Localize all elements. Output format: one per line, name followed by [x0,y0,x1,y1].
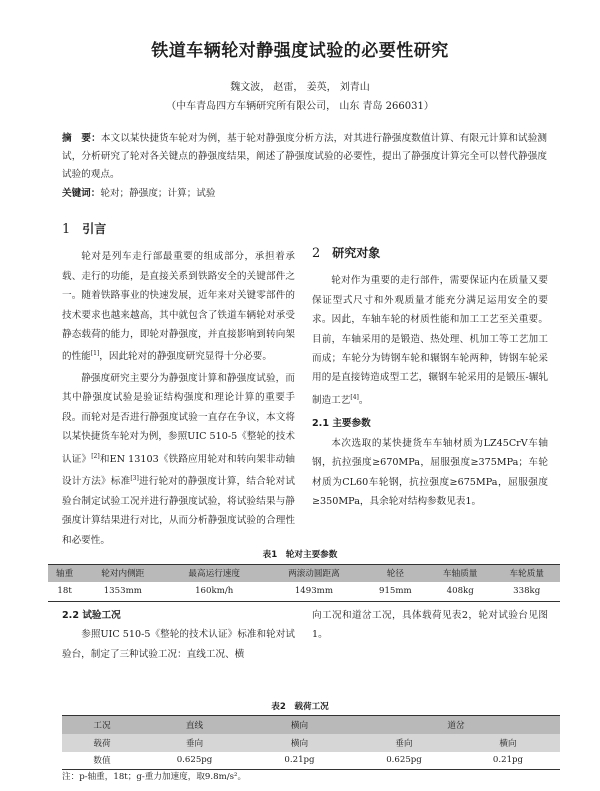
table2-cell: 0.625pg [386,755,422,766]
keywords-label: 关键词： [62,188,101,199]
table1-cell: 18t [48,582,81,602]
table2-cell: 横向 [499,738,517,749]
section1-paragraph2: 静强度研究主要分为静强度计算和静强度试验，而其中静强度试验是验证结构强度和理论计算的重要手段。而轮对是否进行静强度试验一直存在争议，本文将以某快捷货车轮对为例，参照UIC 510-5《整轮的技术认证》[2]和EN 13103《铁路应用轮对和转向架非动轴设计方法》标准[3]进行轮对的静强度计算，结合轮对试验台制定试验工况并进行静强度试验，将试验结果与静强度计算结果进行对比，从而分析静强度试验的合理性和必要性。 [62,373,296,546]
authors: 魏文波， 赵雷， 姜英， 刘青山 [230,82,370,93]
right-column [312,220,548,511]
table1-cell: 160km/h [164,582,264,602]
section2-1-text: 本次选取的某快捷货车车轴材质为LZ45CrV车轴钢，抗拉强度≥670MPa，屈服强度≥375MPa；车轮材质为CL60车轮钢，抗拉强度≥675MPa，屈服强度≥350MPa，具余轮对结构参数见表1。 [312,437,548,508]
table1-header-row [48,565,560,582]
table1-header: 轮径 [364,565,427,582]
table2-cell: 0.625pg [176,755,213,766]
table1-header: 轮对内侧距 [81,565,164,582]
table2-cell: 垂向 [395,738,413,749]
table1-header: 两滚动圆距离 [264,565,364,582]
table2-cell: 横向 [290,738,309,749]
section1-paragraph1: 轮对是列车走行部最重要的组成部分，承担着承载、走行的功能，是直接关系到铁路安全的关键部件之一。随着铁路事业的快速发展，近年来对关键零部件的技术要求也越来越高，其中就包含了铁道车辆轮对承受静态载荷的能力，即轮对静强度，并直接影响到转向架的性能[1]，因此轮对的静强度研究显得十分必要。 [62,251,295,363]
table1-header: 最高运行速度 [164,565,264,582]
section2-paragraph1: 轮对作为重要的走行部件，需要保证内在质量又要保证型式尺寸和外观质量才能充分满足运用安全的要求。因此，车轴车轮的材质性能和加工工艺至关重要。目前，车轴采用的是锻造、热处理、机加工等工艺加工而成；车轮分为铸钢车轮和辗钢车轮两种，铸钢车轮采用的是直接铸造成型工艺，辗钢车轮采用的是锻压-辗轧制造工艺[4]。 [312,275,548,407]
table1-cell: 1353mm [81,582,164,602]
table1-header: 车轴质量 [427,565,493,582]
section2-heading: 2 研究对象 [312,246,381,261]
table2-caption: 表2 载荷工况 [271,702,329,712]
table1-cell: 408kg [427,582,493,602]
paper-title: 铁道车辆轮对静强度试验的必要性研究 [151,41,449,61]
section2-2-text-right: 向工况和道岔工况，具体载荷见表2，轮对试验台见图1。 [312,610,548,641]
table1 [48,564,560,602]
table2-cell: 0.21pg [284,755,315,766]
table1-cell: 338kg [493,582,560,602]
abstract [62,130,547,184]
keywords-text: 轮对；静强度；计算；试验 [100,188,216,199]
table2-cell: 道岔 [447,720,465,731]
abstract-label: 摘 要： [62,133,101,144]
section2-2-right [312,606,548,645]
table-row [62,734,560,752]
section1-heading: 1 引言 [62,222,107,237]
section2-1-heading: 2.1 主要参数 [312,418,371,430]
table-row [62,716,560,734]
table2 [62,715,560,770]
table2-cell: 工况 [93,720,111,731]
table2-cell: 垂向 [185,738,204,749]
table1-cell: 1493mm [264,582,364,602]
section2-2-left [62,606,295,664]
abstract-text: 本文以某快捷货车轮对为例，基于轮对静强度分析方法，对其进行静强度数值计算、有限元计算和试验测试，分析研究了轮对各关键点的静强度结果，阐述了静强度试验的必要性，提出了静强度计算完全可以替代静强度试验的观点。 [62,133,548,180]
table-row [48,582,560,602]
table2-cell: 数值 [93,756,111,767]
table1-header: 车轮质量 [493,565,560,582]
affiliation: （中车青岛四方车辆研究所有限公司， 山东 青岛 266031） [166,101,434,112]
table-row [62,752,560,770]
section2-2-text-left: 参照UIC 510-5《整轮的技术认证》标准和轮对试验台，制定了三种试验工况：直线工况、横 [62,629,295,660]
table2-note: 注：p-轴重，18t；g-重力加速度，取9.8m/s²。 [62,772,247,782]
keywords [62,186,547,202]
table2-cell: 横向 [290,720,309,731]
table2-cell: 直线 [185,720,204,731]
table2-cell: 载荷 [93,738,111,749]
table2-cell: 0.21pg [492,755,524,766]
table1-cell: 915mm [364,582,427,602]
section2-2-heading: 2.2 试验工况 [62,610,121,621]
table1-header: 轴重 [48,565,81,582]
left-column [62,220,295,550]
table1-caption: 表1 轮对主要参数 [262,550,338,560]
